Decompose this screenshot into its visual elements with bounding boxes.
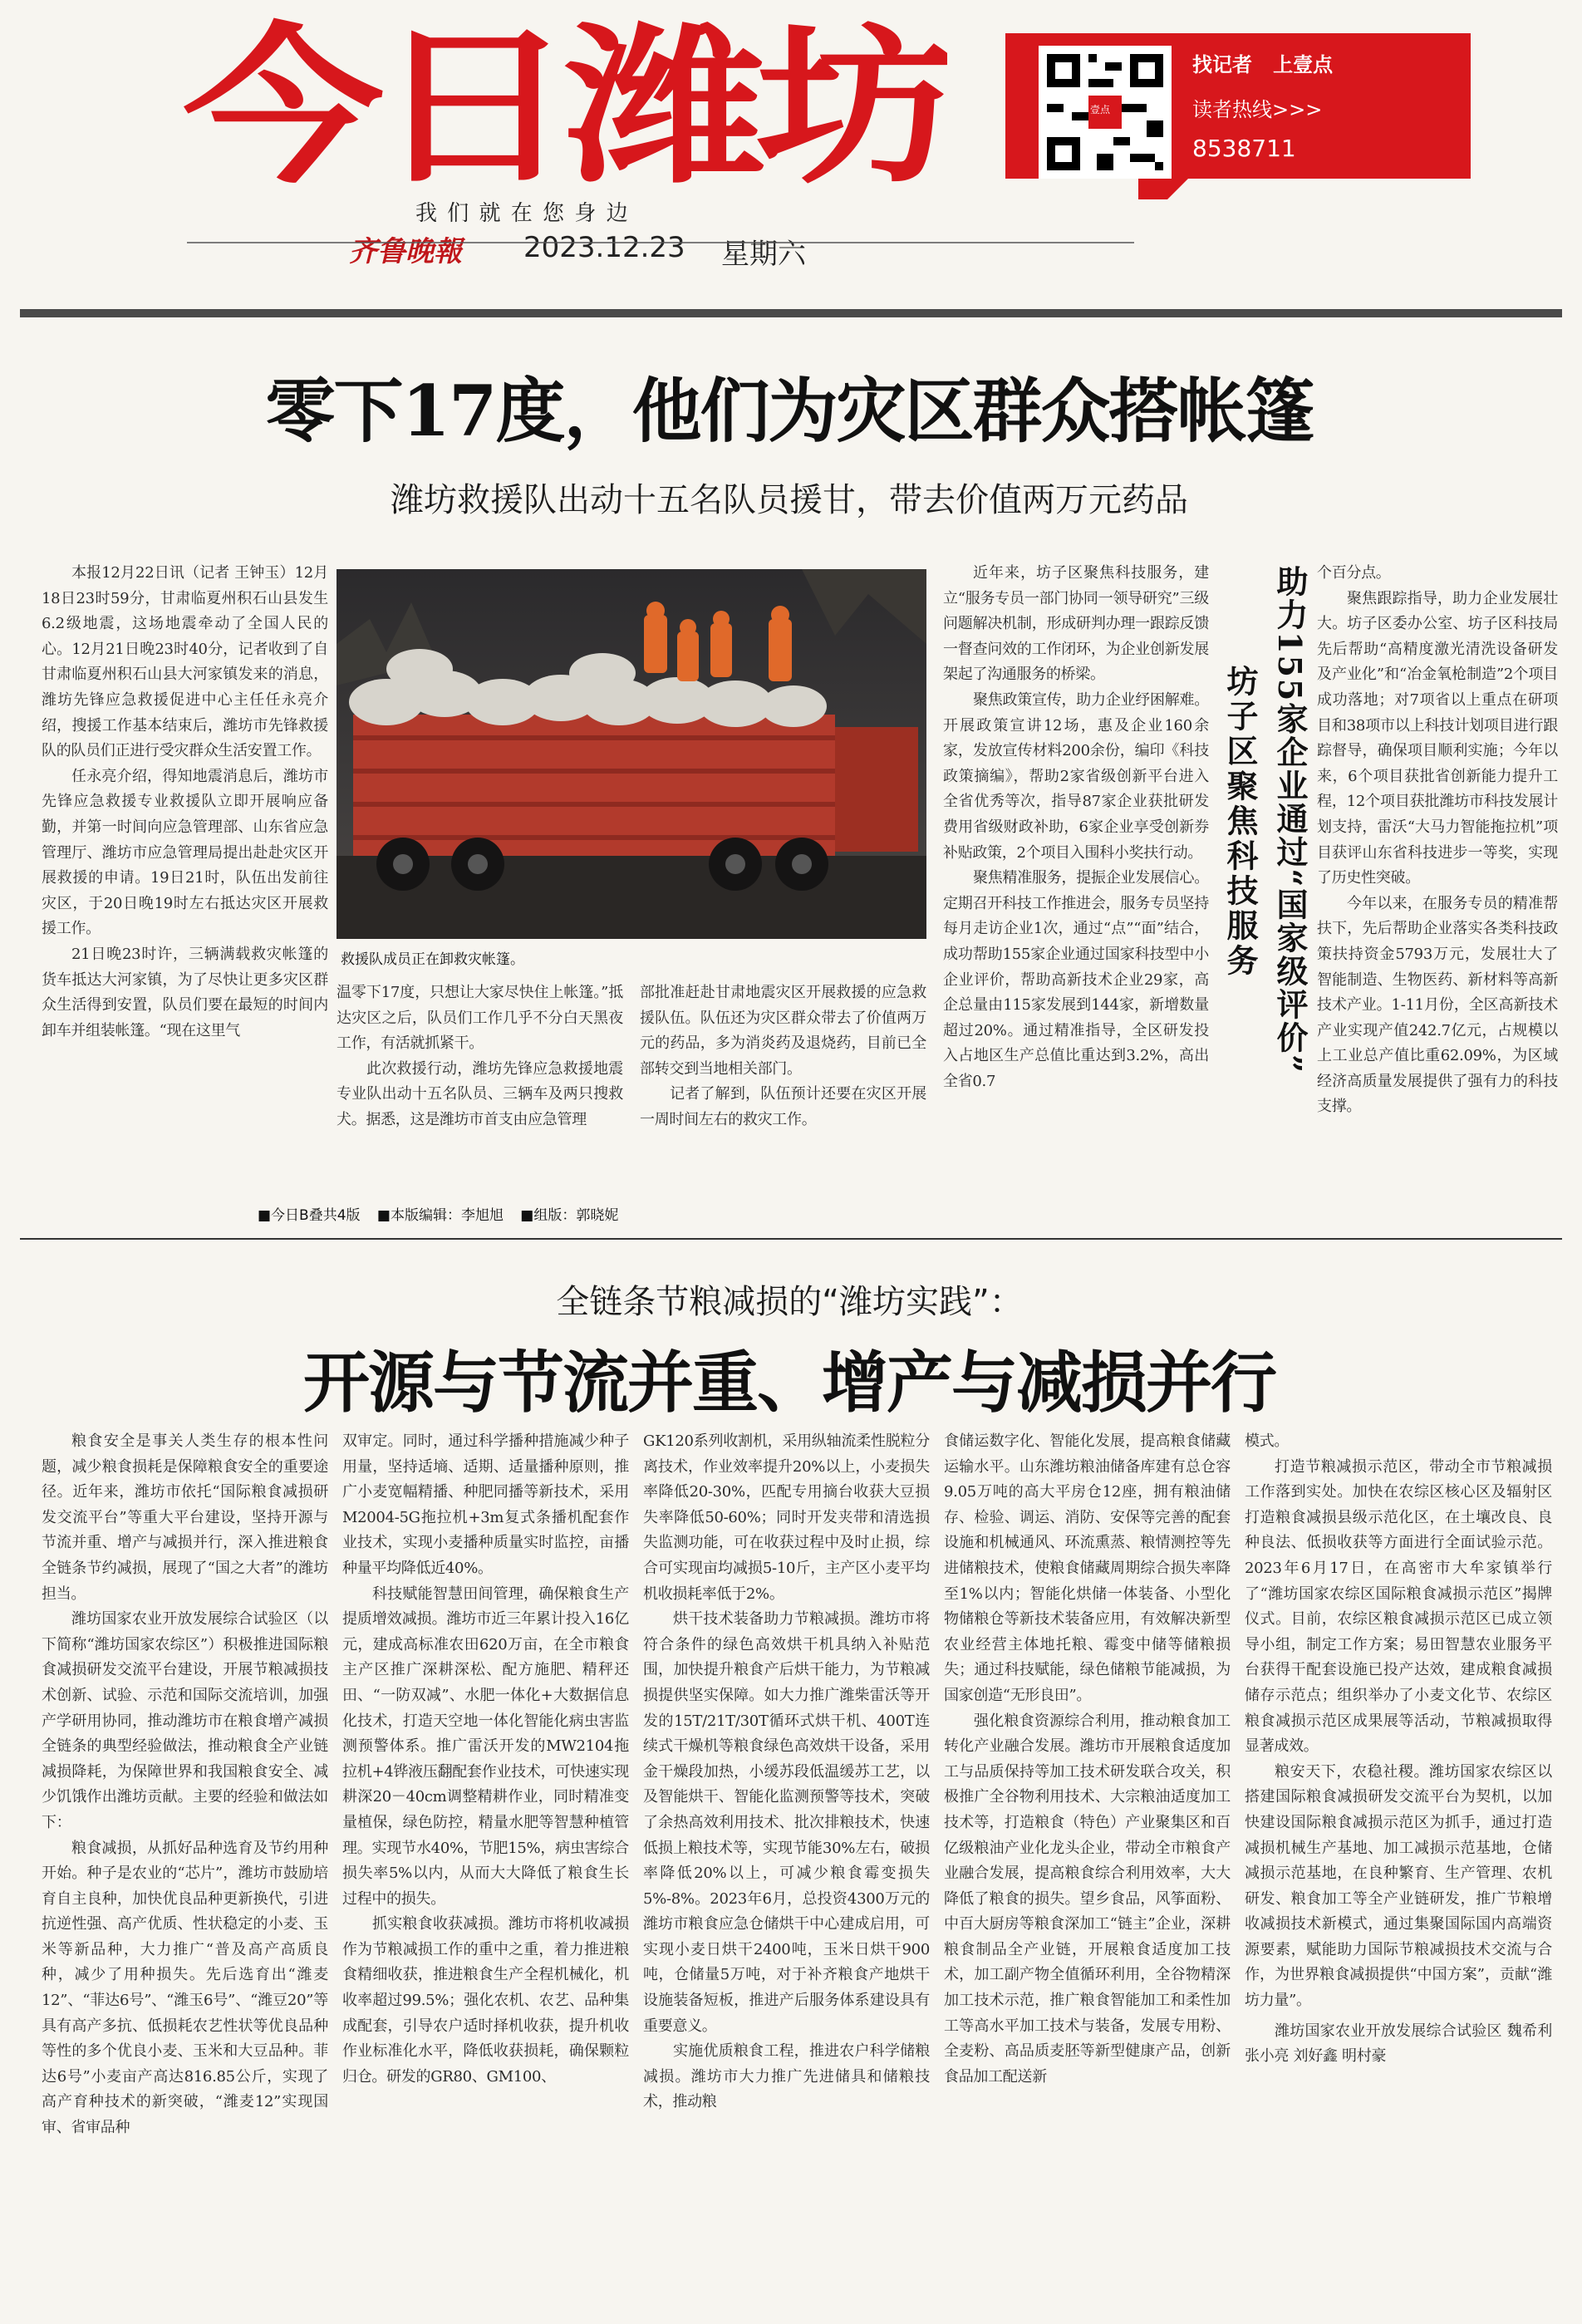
story3-kicker: 全链条节粮减损的“潍坊实践”： [556, 1283, 1023, 1321]
paragraph: 潍坊国家农业开放发展综合试验区（以下简称“潍坊国家农综区”）积极推进国际粮食减损研发交流平台建设，开展节粮减损技术创新、试验、示范和国际交流培训，加强产学研用协同，推动潍坊市在粮食增产减损全链条的典型经验做法，推动粮食全产业链减损降耗，为保障世界和我国粮食安全、减少饥饿作出潍坊贡献。主要的经验和做法如下： [42, 1610, 328, 1831]
story1-photo-caption: 救援队成员正在卸救灾帐篷。 [341, 951, 524, 968]
paragraph: 21日晚23时许，三辆满载救灾帐篷的货车抵达大河家镇，为了尽快让更多灾区群众生活得到安置，队员们要在最短的时间内卸车并组装帐篷。“现在这里气 [42, 945, 328, 1039]
paragraph: 双审定。同时，通过科学播种措施减少种子用量，坚持适墒、适期、适量播种原则，推广小麦宽幅精播、种肥同播等新技术，采用M2004-5G拖拉机+3m复式条播机配套作业技术，实现小麦播种质量实时监控，亩播种量平均降低近40%。 [342, 1432, 629, 1577]
paragraph: 食储运数字化、智能化发展，提高粮食储藏运输水平。山东潍坊粮油储备库建有总仓容9.05万吨的高大平房仓12座，拥有粮油储存、检验、调运、消防、安保等完善的配套设施和机械通风、环流熏蒸、粮情测控等先进储粮技术，使粮食储藏周期综合损失率降至1%以内；智能化烘储一体装备、小型化物储粮仓等新技术装备应用，有效解决新型农业经营主体地托粮、霉变中储等储粮损失；通过科技赋能，绿色储粮节能减损，为国家创造“无形良田”。 [944, 1432, 1231, 1704]
masthead [0, 0, 1582, 316]
story3-headline: 开源与节流并重、增产与减损并行 [303, 1344, 1275, 1422]
paragraph: 近年来，坊子区聚焦科技服务，建立“服务专员一部门协同一领导研究”三级问题解决机制，形成研判办理一跟踪反馈一督查问效的工作闭环，为企业创新发展架起了沟通服务的桥梁。 [943, 564, 1209, 684]
paragraph: 本报12月22日讯（记者 王钟玉）12月18日23时59分，甘肃临夏州积石山县发生6.2级地震，这场地震牵动了全国人民的心。12月21日晚23时40分，记者收到了自甘肃临夏州积石山县大河家镇发来的消息，潍坊先锋应急救援促进中心主任任永亮介绍，搜援工作基本结束后，潍坊市先锋救援队的队员们正进行受灾群众生活安置工作。 [42, 564, 328, 760]
paragraph: 科技赋能智慧田间管理，确保粮食生产提质增效减损。潍坊市近三年累计投入16亿元，建成高标准农田620万亩，在全市粮食主产区推广深耕深松、配方施肥、精秤还田、“一防双减”、水肥一体化+大数据信息化技术，打造天空地一体化智能化病虫害监测预警体系。推广雷沃开发的MW2104拖拉机+4铧液压翻配套作业技术，可快速实现耕深20－40cm调整精耕作业，同时精准变量植保，绿色防控，精量水肥等智慧种植管理。实现节水40%，节肥15%，病虫害综合损失率5%以内，从而大大降低了粮食生长过程中的损失。 [342, 1585, 629, 1908]
contact-line-1 [1192, 48, 1333, 77]
hotline-label: 读者热线>>> [1192, 98, 1323, 121]
byline: 潍坊国家农业开放发展综合试验区 魏希利 张小亮 刘好鑫 明村豪 [1245, 2022, 1552, 2066]
hotline-number[interactable]: 8538711 [1192, 135, 1296, 162]
story2-headline-2: 坊子区聚焦科技服务 [1221, 665, 1259, 979]
paragraph: 粮食减损，从抓好品种选育及节约用种开始。种子是农业的“芯片”，潍坊市鼓励培育自主良种，加快优良品种更新换代，引进抗逆性强、高产优质、性状稳定的小麦、玉米等新品种，大力推广“普及高产高质良种，减少了用种损失。先后选育出“潍麦12”、“菲达6号”、“潍玉6号”、“潍豆20”等具有高产多抗、低损耗农艺性状等优良品种等性的多个优良小麦、玉米和大豆品种。菲达6号”小麦亩产高达816.85公斤，实现了高产育种技术的新突破，“潍麦12”实现国审、省审品种 [42, 1839, 328, 2137]
story2-col2 [1317, 561, 1558, 1120]
paper-name-logo: 齐鲁晚報 [349, 235, 462, 268]
story3-col3 [643, 1429, 930, 2115]
paragraph: 粮食安全是事关人类生存的根本性问题，减少粮食损耗是保障粮食安全的重要途径。近年来，潍坊市依托“国际粮食减损研发交流平台”等重大平台建设，坚持开源与节流并重、增产与减损并行，深入推进粮食全链条节约减损，展现了“国之大者”的潍坊担当。 [42, 1432, 328, 1603]
story1-headline: 零下17度，他们为灾区群众搭帐篷 [265, 370, 1314, 452]
paragraph: 聚焦政策宣传，助力企业纾困解难。开展政策宣讲12场，惠及企业160余家，发放宣传材料200余份，编印《科技政策摘编》，帮助2家省级创新平台进入全省优秀等次，指导87家企业获批研发费用省级财政补助，6家企业享受创新券补贴政策，2个项目入围科小奖扶行动。 [943, 690, 1209, 862]
edition-count: ■今日B叠共4版 [258, 1207, 361, 1224]
contact-banner [1005, 33, 1471, 199]
paragraph: 此次救援行动，潍坊先锋应急救援地震专业队出动十五名队员、三辆车及两只搜救犬。据悉，这是潍坊市首支由应急管理 [337, 1059, 623, 1128]
story1-photo [337, 569, 926, 939]
photo-rescue-truck [337, 569, 926, 939]
masthead-underline [187, 241, 1558, 291]
contact-label-2: 上壹点 [1273, 53, 1334, 76]
paragraph: 温零下17度，只想让大家尽快住上帐篷。”抵达灾区之后，队员们工作几乎不分白天黑夜工作，有活就抓紧干。 [337, 984, 623, 1053]
paragraph: 任永亮介绍，得知地震消息后，潍坊市先锋应急救援专业救援队立即开展响应备勤，并第一时间向应急管理部、山东省应急管理厅、潍坊市应急管理局提出赴赴灾区开展救援的申请。19日21时，队伍出发前往灾区，于20日晚19时左右抵达灾区开展救援工作。 [42, 767, 328, 938]
paragraph: 部批准赶赴甘肃地震灾区开展救援的应急救援队伍。队伍还为灾区群众带去了价值两万元的药品，多为消炎药及退烧药，目前已全部转交到当地相关部门。 [640, 984, 926, 1078]
qr-code[interactable] [1039, 46, 1172, 179]
story3-col5 [1245, 1429, 1552, 2070]
masthead-rule [20, 309, 1562, 317]
logo-text: 今日潍坊 [183, 9, 947, 191]
story1-col1 [42, 561, 328, 1044]
issue-date: 2023.12.23 [523, 231, 685, 264]
paragraph: 烘干技术装备助力节粮减损。潍坊市将符合条件的绿色高效烘干机具纳入补贴范围，加快提升粮食产后烘干能力，为节粮减损提供坚实保障。如大力推广潍柴雷沃等开发的15T/21T/30T循环式烘干机、400T连续式干燥机等粮食绿色高效烘干设备，采用金干燥段加热，小缓苏段低温缓苏工艺，以及智能烘干、智能化监测预警等技术，突破了余热高效利用技术、批次排粮技术，快速低损上粮技术等，实现节能30%左右，破损率降低20%以上，可减少粮食霉变损失5%-8%。2023年6月，总投资4300万元的潍坊市粮食应急仓储烘干中心建成启用，可实现小麦日烘干2400吨，玉米日烘干900吨，仓储量5万吨，对于补齐粮食产地烘干设施装备短板，推进产后服务体系建设具有重要意义。 [643, 1610, 930, 2035]
paragraph: 聚焦精准服务，提振企业发展信心。定期召开科技工作推进会，服务专员坚持每月走访企业1次，通过“点”“面”结合，成功帮助155家企业通过国家科技型中小企业评价，帮助高新技术企业29家，高企总量由115家发展到144家，新增数量超过20%。通过精准指导，全区研发投入占地区生产总值比重达到3.2%，高出全省0.7 [943, 869, 1209, 1090]
contact-label-1: 找记者 [1192, 53, 1252, 76]
slogan: 我 们 就 在 您 身 边 [415, 201, 630, 226]
logo [183, 8, 947, 191]
paragraph: GK120系列收割机，采用纵轴流柔性脱粒分离技术，作业效率提升20%以上，小麦损失率降低20-30%，匹配专用摘台收获大豆损失率降低50-60%；同时开发夹带和清选损失监测功能，可在收获过程中及时止损，综合可实现亩均减损5-10斤，主产区小麦平均机收损耗率低于2%。 [643, 1432, 930, 1603]
paragraph: 打造节粮减损示范区，带动全市节粮减损工作落到实处。加快在农综区核心区及辐射区打造粮食减损县级示范化区，在土壤改良、良种良法、低损收获等方面进行全面试验示范。2023年6月17日，在高密市大牟家镇举行了“潍坊国家农综区国际粮食减损示范区”揭牌仪式。目前，农综区粮食减损示范区已成立领导小组，制定工作方案；易田智慧农业服务平台获得干配套设施已投产达效，建成粮食减损储存示范点；组织举办了小麦文化节、农综区粮食减损示范区成果展等活动，节粮减损取得显著成效。 [1245, 1457, 1552, 1756]
story1-subheadline: 潍坊救援队出动十五名队员援甘，带去价值两万元药品 [391, 481, 1188, 519]
paragraph: 聚焦跟踪指导，助力企业发展壮大。坊子区委办公室、坊子区科技局先后帮助“高精度激光清洗设备研发及产业化”和“冶金氧枪制造”2个项目成功落地；对7项省以上重点在研项目和38项市以上科技计划项目进行跟踪督导，确保项目顺利实施；今年以来，6个项目获批省创新能力提升工程，12个项目获批潍坊市科技发展计划支持，雷沃“大马力智能拖拉机”项目获评山东省科技进步一等奖，实现了历史性突破。 [1317, 589, 1558, 887]
paragraph: 实施优质粮食工程，推进农户科学储粮减损。潍坊市大力推广先进储具和储粮技术，推动粮 [643, 2042, 930, 2111]
edition-bar [258, 1203, 922, 1224]
logo-graphic [183, 8, 947, 191]
story3-col1 [42, 1429, 328, 2141]
issue-weekday: 星期六 [721, 238, 806, 271]
story3-col2 [342, 1429, 629, 2090]
paragraph: 模式。 [1245, 1432, 1290, 1450]
story1-col2 [337, 980, 623, 1133]
paragraph: 粮安天下，农稳社稷。潍坊国家农综区以搭建国际粮食减损研发交流平台为契机，以加快建设国际粮食减损示范区为抓手，通过打造减损机械生产基地、加工减损示范基地，仓储减损示范基地，在良种繁育、生产管理、农机研发、粮食加工等全产业链研发，推广节粮增收减损技术新模式，通过集聚国际国内高端资源要素，赋能助力国际节粮减损技术交流与合作，为世界粮食减损提供“中国方案”，贡献“潍坊力量”。 [1245, 1762, 1552, 2010]
story2-headline-1: 助力155家企业通过“国家级评价” [1271, 565, 1309, 1075]
paragraph: 今年以来，在服务专员的精准帮扶下，先后帮助企业落实各类科技政策扶持资金5793万元，发展壮大了智能制造、生物医药、新材料等高新技术产业。1-11月份，全区高新技术产业实现产值242.7亿元，占规模以上工业总产值比重62.09%，为区域经济高质量发展提供了强有力的科技支撑。 [1317, 894, 1558, 1116]
section-rule [20, 1238, 1562, 1240]
paragraph: 个百分点。 [1317, 564, 1391, 582]
story2-col1 [943, 561, 1209, 1094]
qr-center-label: 壹点 [1090, 104, 1111, 115]
story1-col3 [640, 980, 926, 1133]
edition-layout: ■组版：郭晓妮 [520, 1207, 619, 1224]
paragraph: 记者了解到，队伍预计还要在灾区开展一周时间左右的救灾工作。 [640, 1085, 926, 1128]
edition-editor: ■本版编辑：李旭旭 [376, 1207, 504, 1224]
paragraph: 抓实粮食收获减损。潍坊市将机收减损作为节粮减损工作的重中之重，着力推进粮食精细收获，推进粮食生产全程机械化，机收率超过99.5%；强化农机、农艺、品种集成配套，引导农户适时择机收获，提升机收作业标准化水平，降低收获损耗，确保颗粒归仓。研发的GR80、GM100、 [342, 1915, 629, 2086]
story3-col4 [944, 1429, 1231, 2090]
paragraph: 强化粮食资源综合利用，推动粮食加工转化产业融合发展。潍坊市开展粮食适度加工与品质保持等加工技术研发联合攻关，积极推广全谷物利用技术、大宗粮油适度加工技术等，打造粮食（特色）产业聚集区和百亿级粮油产业化龙头企业，带动全市粮食产业融合发展，提高粮食综合利用效率，大大降低了粮食的损失。望乡食品，风筝面粉、中百大厨房等粮食深加工“链主”企业，深耕粮食制品全产业链，开展粮食适度加工技术，加工副产物全值循环利用，全谷物精深加工技术示范，推广粮食智能加工和柔性加工等高水平加工技术与装备，发展专用粉、全麦粉、高品质麦胚等新型健康产品，创新食品加工配送新 [944, 1712, 1231, 2086]
